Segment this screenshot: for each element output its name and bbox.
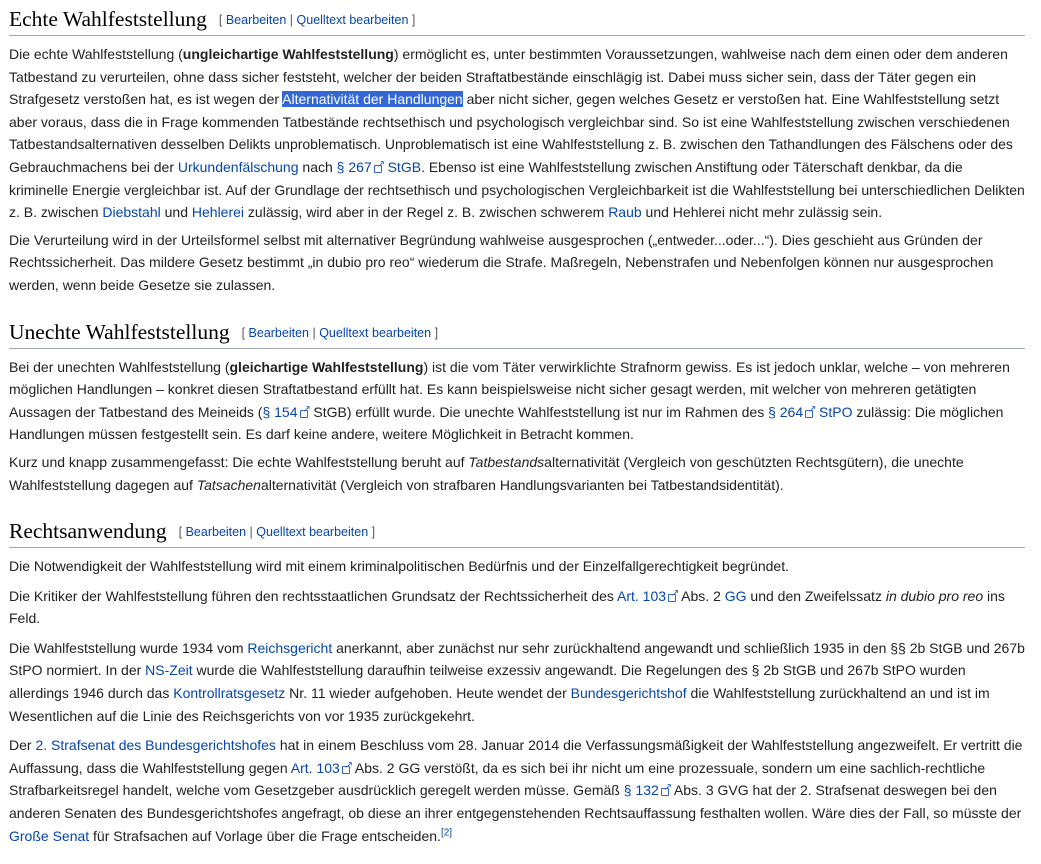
edit-source-link[interactable]: Quelltext bearbeiten: [319, 325, 432, 340]
external-link-para-154[interactable]: § 154↗: [262, 404, 309, 420]
paragraph: Die Wahlfeststellung wurde 1934 vom Reichsgericht anerkannt, aber zunächst nur sehr zurückhaltend angewandt und schließlich 1935 in den §§ 2b StGB und 267b StPO normiert. In der NS-Zeit wurde die Wahlfeststellung daraufhin teilweise exzessiv angewandt. Die Regelungen des § 2b StGB und 267b StPO wurden allerdings 1946 durch das Kontrollratsgesetz Nr. 11 wieder aufgehoben. Heute wendet der Bundesgerichtshof die Wahlfeststellung zurückhaltend an und ist im Wesentlichen auf die Linie des Reichsgerichts von vor 1935 zurückgekehrt.: [9, 639, 1025, 724]
section-heading-echte-wahlfeststellung: [9, 5, 1025, 36]
section-heading-unechte-wahlfeststellung: [9, 318, 1025, 349]
paragraph: Die Notwendigkeit der Wahlfeststellung wird mit einem kriminalpolitischen Bedürfnis und der Einzelfallgerechtigkeit begründet.: [9, 558, 789, 575]
paragraph: Bei der unechten Wahlfeststellung (gleichartige Wahlfeststellung) ist die vom Täter verwirklichte Strafnorm gewiss. Es ist jedoch unklar, welche – von mehreren möglichen Handlungen – konkret diesen Straftatbestand erfüllt hat. Es kann beispielsweise nicht sicher gesagt werden, mit welcher von mehreren getätigten Aussagen der Tatbestand des Meineids (§ 154↗ StGB) erfüllt wurde. Die unechte Wahlfeststellung ist nur im Rahmen des § 264↗ StPO zulässig: Die möglichen Handlungen müssen festgestellt sein. Es darf keine andere, weitere Möglichkeit in Betracht kommen.: [9, 356, 1025, 446]
external-link-art-103[interactable]: Art. 103↗: [617, 588, 678, 604]
edit-section-links: [ Bearbeiten | Quelltext bearbeiten ]: [178, 525, 376, 540]
paragraph: Die echte Wahlfeststellung (ungleichartige Wahlfeststellung) ermöglicht es, unter bestimmten Voraussetzungen, wahlweise nach dem einen oder dem anderen Tatbestand zu verurteilen, ohne dass sicher feststeht, welcher der beiden Straftatbestände einschlägig ist. Dabei muss sicher sein, dass der Täter gegen ein Strafgesetz verstoßen hat, es ist wegen der Alternativität der Handlungen aber nicht sicher, gegen welches Gesetz er verstoßen hat. Eine Wahlfeststellung setzt aber voraus, dass die in Frage kommenden Tatbestände rechtsethisch und psychologisch vergleichbar sind. So ist eine Wahlfeststellung zwischen verschiedenen Tatbestandsalternativen desselben Delikts unproblematisch. Unproblematisch ist eine Wahlfeststellung z. B. zwischen den Tathandlungen des Fälschens oder des Gebrauchmachens bei der Urkundenfälschung nach § 267↗ StGB. Ebenso ist eine Wahlfeststellung zwischen Anstiftung oder Täterschaft denkbar, da die kriminelle Energie vergleichbar ist. Auf der Grundlage der rechtsethisch und psychologischen Vergleichbarkeit ist die Wahlfeststellung bei unterschiedlichen Delikten z. B. zwischen Diebstahl und Hehlerei zulässig, wird aber in der Regel z. B. zwischen schwerem Raub und Hehlerei nicht mehr zulässig sein.: [9, 43, 1025, 224]
section-title: Echte Wahlfeststellung: [9, 7, 207, 31]
link-reichsgericht[interactable]: Reichsgericht: [247, 639, 333, 656]
external-link-para-264[interactable]: § 264↗: [768, 404, 815, 420]
external-link-icon: [668, 592, 678, 602]
link-gg[interactable]: GG: [724, 587, 747, 604]
section-heading-rechtsanwendung: [9, 517, 1025, 548]
link-diebstahl[interactable]: Diebstahl: [102, 204, 161, 221]
paragraph: Die Kritiker der Wahlfeststellung führen den rechtsstaatlichen Grundsatz der Rechtssicherheit des Art. 103↗ Abs. 2 GG und den Zweifelssatz in dubio pro reo ins Feld.: [9, 585, 1025, 630]
external-link-para-132[interactable]: § 132↗: [624, 782, 671, 798]
link-grosse-senat[interactable]: Große Senat: [9, 827, 90, 844]
paragraph: Die Verurteilung wird in der Urteilsformel selbst mit alternativer Begründung wahlweise ausgesprochen („entweder...oder...“). Dies geschieht aus Gründen der Rechtssicherheit. Das mildere Gesetz bestimmt „in dubio pro reo“ wiederum die Strafe. Maßregeln, Nebenstrafen und Nebenfolgen können nur ausgesprochen werden, wenn beide Gesetze sie zulassen.: [9, 231, 994, 293]
edit-section-link[interactable]: Bearbeiten: [248, 325, 309, 340]
section-title: Rechtsanwendung: [9, 519, 167, 544]
edit-source-link[interactable]: Quelltext bearbeiten: [296, 13, 409, 27]
link-stgb[interactable]: StGB: [387, 158, 422, 175]
external-link-icon: [342, 764, 352, 774]
article-content: [9, 0, 1025, 847]
footnote-reference[interactable]: [2]: [440, 826, 453, 838]
link-ns-zeit[interactable]: NS-Zeit: [145, 662, 193, 679]
paragraph: Der 2. Strafsenat des Bundesgerichtshofes hat in einem Beschluss vom 28. Januar 2014 die Verfassungsmäßigkeit der Wahlfeststellung angezweifelt. Er vertritt die Auffassung, dass die Wahlfeststellung gegen Art. 103↗ Abs. 2 GG verstößt, da es sich bei ihr nicht um eine prozessuale, sondern um eine sachlich-rechtliche Strafbarkeitsregel handelt, welche vom Gesetzgeber ausdrücklich geregelt werden müsse. Gemäß § 132↗ Abs. 3 GVG hat der 2. Strafsenat deswegen bei den anderen Senaten des Bundesgerichtshofes angefragt, ob diese an ihrer entgegenstehenden Rechtsauffassung festhalten wollen. Wäre dies der Fall, so müsste der Große Senat für Strafsachen auf Vorlage über die Frage entscheiden.[2]: [9, 734, 1025, 847]
link-bundesgerichtshof[interactable]: Bundesgerichtshof: [570, 685, 687, 702]
edit-section-links: [ Bearbeiten | Quelltext bearbeiten ]: [241, 325, 439, 340]
external-link-icon: [300, 408, 310, 418]
link-raub[interactable]: Raub: [608, 204, 642, 221]
link-kontrollratsgesetz[interactable]: Kontrollratsgesetz: [173, 685, 286, 702]
link-stpo[interactable]: StPO: [819, 403, 853, 420]
link-hehlerei[interactable]: Hehlerei: [191, 204, 245, 221]
link-2-strafsenat[interactable]: 2. Strafsenat des Bundesgerichtshofes: [35, 737, 276, 754]
bold-term: gleichartige Wahlfeststellung: [229, 358, 424, 375]
edit-source-link[interactable]: Quelltext bearbeiten: [256, 525, 369, 540]
paragraph: Kurz und knapp zusammengefasst: Die echte Wahlfeststellung beruht auf Tatbestandsalternativität (Vergleich von geschützten Rechtsgütern), die unechte Wahlfeststellung dagegen auf Tatsachenalternativität (Vergleich von strafbaren Handlungsvarianten bei Tatbestandsidentität).: [9, 453, 964, 493]
external-link-icon: [374, 163, 384, 173]
link-urkundenfaelschung[interactable]: Urkundenfälschung: [177, 158, 299, 175]
edit-section-links: [ Bearbeiten | Quelltext bearbeiten ]: [218, 13, 416, 27]
section-title: Unechte Wahlfeststellung: [9, 319, 230, 344]
highlighted-link[interactable]: Alternativität der Handlungen: [282, 91, 463, 108]
external-link-icon: [805, 408, 815, 418]
bold-term: ungleichartige Wahlfeststellung: [182, 46, 394, 62]
external-link-para-267[interactable]: § 267↗: [337, 159, 384, 175]
external-link-art-103[interactable]: Art. 103↗: [291, 760, 352, 776]
external-link-icon: [661, 786, 671, 796]
edit-section-link[interactable]: Bearbeiten: [225, 13, 287, 27]
edit-section-link[interactable]: Bearbeiten: [185, 525, 247, 540]
